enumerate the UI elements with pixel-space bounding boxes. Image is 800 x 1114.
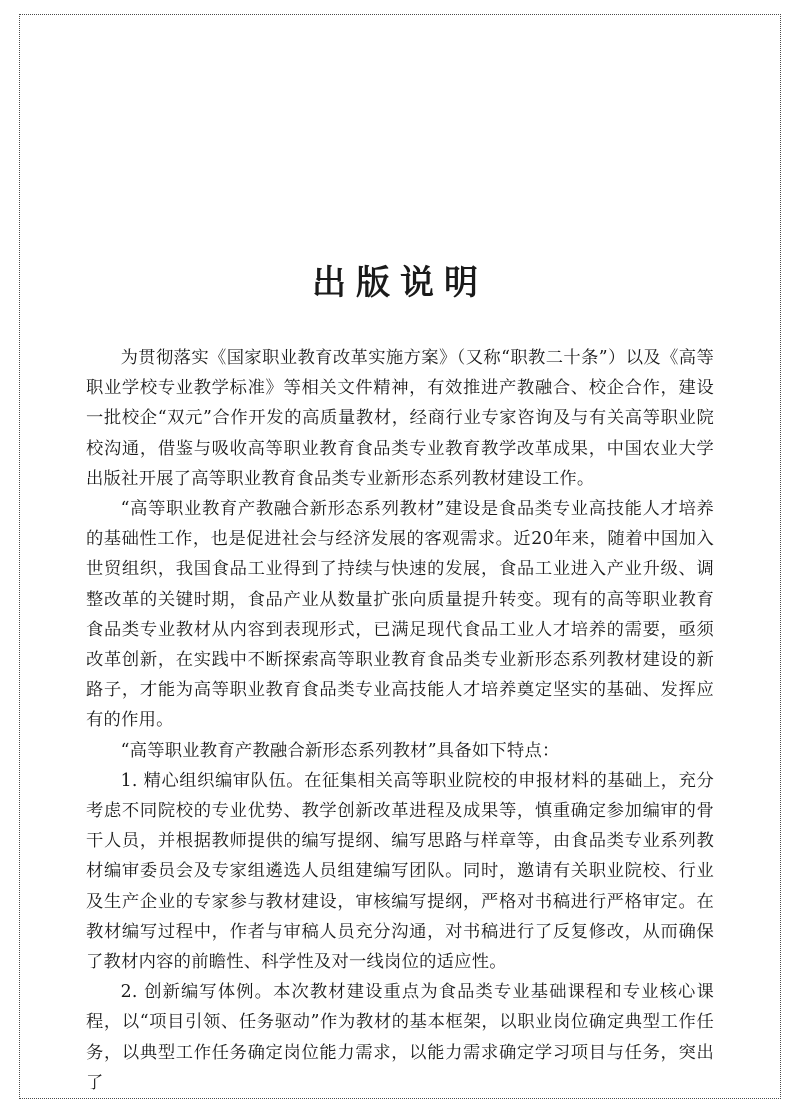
paragraph-2: “高等职业教育产教融合新形态系列教材”建设是食品类专业高技能人才培养的基础性工作，也是促进社会与经济发展的客观需求。近20年来，随着中国加入世贸组织，我国食品工业得到了持续与快速的发展，食品工业进入产业升级、调整改革的关键时期，食品产业从数量扩张向质量提升转变。现有的高等职业教育食品类专业教材从内容到表现形式，已满足现代食品工业人才培养的需要，亟须改革创新，在实践中不断探索高等职业教育食品类专业新形态系列教材建设的新路子，才能为高等职业教育食品类专业高技能人才培养奠定坚实的基础、发挥应有的作用。 xyxy=(86,499,714,731)
paragraph-5: 2. 创新编写体例。本次教材建设重点为食品类专业基础课程和专业核心课程，以“项目引领、任务驱动”作为教材的基本框架，以职业岗位确定典型工作任务，以典型工作任务确定岗位能力需求，以能力需求确定学习项目与任务，突出了 xyxy=(86,982,714,1093)
paragraph-4: 1. 精心组织编审队伍。在征集相关高等职业院校的申报材料的基础上，充分考虑不同院校的专业优势、教学创新改革进程及成果等，慎重确定参加编审的骨干人员，并根据教师提供的编写提纲、编写思路与样章等，由食品类专业系列教材编审委员会及专家组遴选人员组建编写团队。同时，邀请有关职业院校、行业及生产企业的专家参与教材建设，审核编写提纲，严格对书稿进行严格审定。在教材编写过程中，作者与审稿人员充分沟通，对书稿进行了反复修改，从而确保了教材内容的前瞻性、科学性及对一线岗位的适应性。 xyxy=(86,770,714,973)
page-title: 出版说明 xyxy=(312,262,488,303)
paragraph-3: “高等职业教育产教融合新形态系列教材”具备如下特点： xyxy=(120,740,560,761)
paragraph-1: 为贯彻落实《国家职业教育改革实施方案》（又称“职教二十条”）以及《高等职业学校专业教学标准》等相关文件精神，有效推进产教融合、校企合作，建设一批校企“双元”合作开发的高质量教材，经商行业专家咨询及与有关高等职业院校沟通，借鉴与吸收高等职业教育食品类专业教育教学改革成果，中国农业大学出版社开展了高等职业教育食品类专业新形态系列教材建设工作。 xyxy=(86,348,714,489)
document-body xyxy=(86,343,714,1098)
